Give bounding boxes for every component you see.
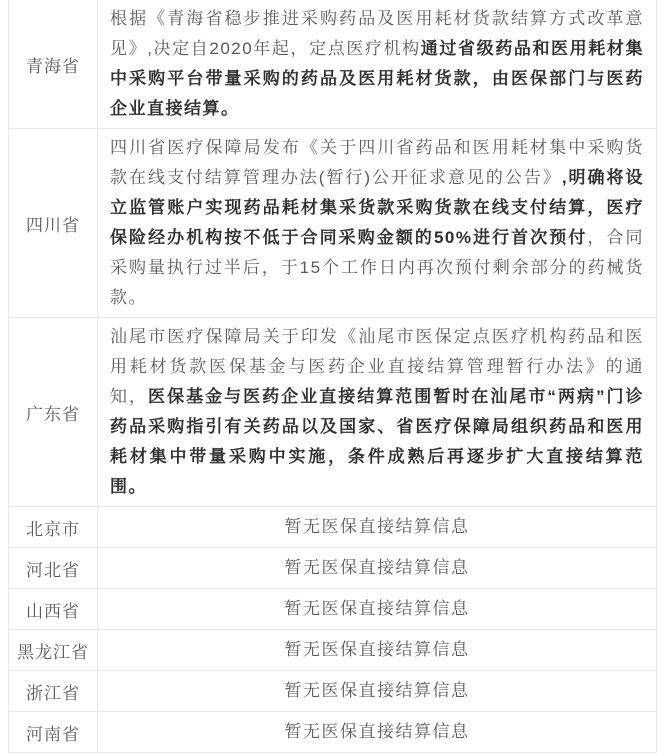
no-settlement-info-cell: 暂无医保直接结算信息	[98, 548, 657, 589]
table-row	[9, 548, 657, 589]
province-cell: 山西省	[9, 589, 98, 630]
no-settlement-info-cell: 暂无医保直接结算信息	[98, 507, 657, 548]
table-row	[9, 0, 657, 129]
no-settlement-info-cell: 暂无医保直接结算信息	[98, 712, 657, 753]
text-segment-bold: ,明确将设立监管账户实现药品耗材集采货款采购货款在线支付结算，医疗保险经办机构按不低于合同采购金额的50%进行首次预付	[110, 168, 644, 247]
settlement-info-cell	[98, 0, 657, 129]
province-cell: 浙江省	[9, 671, 98, 712]
no-settlement-info-cell: 暂无医保直接结算信息	[98, 630, 657, 671]
table-row	[9, 712, 657, 753]
table-row	[9, 318, 657, 507]
province-cell: 河南省	[9, 712, 98, 753]
table-row	[9, 671, 657, 712]
province-settlement-table	[8, 0, 657, 753]
text-segment-bold: 通过省级药品和医用耗材集中采购平台带量采购的药品及医用耗材货款，由医保部门与医药企业直接结算。	[110, 39, 644, 118]
table-row	[9, 129, 657, 318]
text-segment: 汕尾市医疗保障局关于印发《汕尾市医保定点医疗机构药品和医用耗材货款医保基金与医药企业直接结算管理暂行办法》的通知，	[110, 327, 644, 406]
province-cell: 北京市	[9, 507, 98, 548]
text-segment-bold: 医保基金与医药企业直接结算范围暂时在汕尾市“两病”门诊药品采购指引有关药品以及国家、省医疗保障局组织药品和医用耗材集中带量采购中实施，条件成熟后再逐步扩大直接结算范围。	[110, 387, 645, 496]
province-cell: 青海省	[9, 0, 98, 129]
settlement-info-cell	[98, 318, 657, 507]
text-segment: 根据《青海省稳步推进采购药品及医用耗材货款结算方式改革意见》,决定自2020年起，定点医疗机构	[110, 9, 644, 58]
table-row	[9, 589, 657, 630]
text-segment: 四川省医疗保障局发布《关于四川省药品和医用耗材集中采购货款在线支付结算管理办法(暂行)公开征求意见的公告》	[110, 138, 644, 187]
province-cell: 河北省	[9, 548, 98, 589]
settlement-info-cell	[98, 129, 657, 318]
province-cell: 黑龙江省	[9, 630, 98, 671]
text-segment: ，合同采购量执行过半后，于15个工作日内再次预付剩余部分的药械货款。	[110, 228, 645, 307]
no-settlement-info-cell: 暂无医保直接结算信息	[98, 589, 657, 630]
table-body	[9, 0, 657, 753]
no-settlement-info-cell: 暂无医保直接结算信息	[98, 671, 657, 712]
province-cell: 广东省	[9, 318, 98, 507]
table-row	[9, 630, 657, 671]
province-cell: 四川省	[9, 129, 98, 318]
table-row	[9, 507, 657, 548]
